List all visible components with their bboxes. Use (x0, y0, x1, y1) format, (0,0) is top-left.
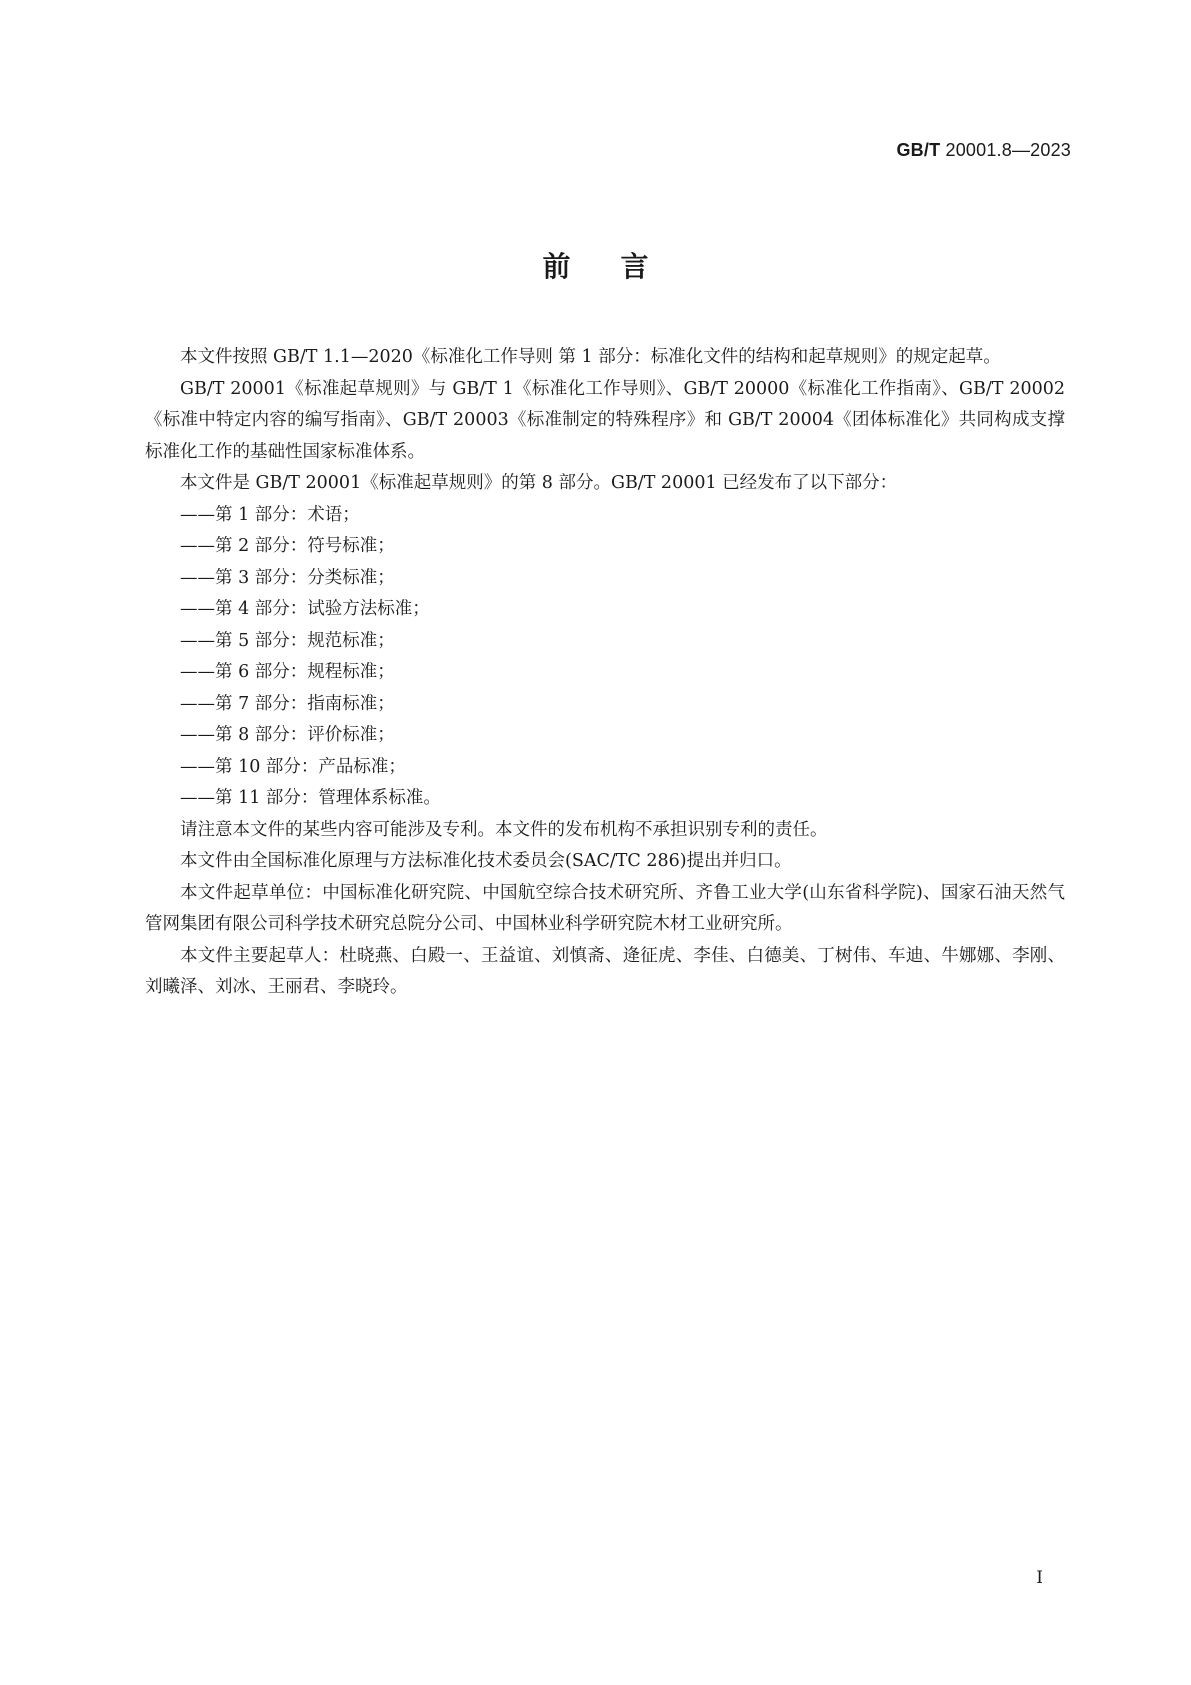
parts-list (145, 500, 1065, 815)
standard-code: GB/T (896, 140, 941, 160)
paragraph-drafters: 本文件主要起草人：杜晓燕、白殿一、王益谊、刘慎斋、逄征虎、李佳、白德美、丁树伟、车迪、牛娜娜、李刚、刘曦泽、刘冰、王丽君、李晓玲。 (145, 945, 1065, 997)
page-title: 前言 (542, 250, 699, 283)
paragraph-drafting-basis: 本文件按照 GB/T 1.1—2020《标准化工作导则 第 1 部分：标准化文件的结构和起草规则》的规定起草。 (180, 347, 1001, 367)
list-item: ——第 7 部分：指南标准； (180, 693, 395, 714)
list-item: ——第 2 部分：符号标准； (180, 536, 395, 556)
standard-number (896, 140, 1071, 161)
paragraph-part-info: 本文件是 GB/T 20001《标准起草规则》的第 8 部分。GB/T 20001 已经发布了以下部分： (180, 473, 898, 493)
paragraph-standard-system: GB/T 20001《标准起草规则》与 GB/T 1《标准化工作导则》、GB/T 20000《标准化工作指南》、GB/T 20002《标准中特定内容的编写指南》、GB/T 20003《标准制定的特殊程序》和 GB/T 20004《团体标准化》共同构成支撑标准化工作的基础性国家标准体系。 (145, 378, 1065, 462)
list-item: ——第 1 部分：术语； (180, 504, 360, 525)
paragraph-patent-notice: 请注意本文件的某些内容可能涉及专利。本文件的发布机构不承担识别专利的责任。 (180, 819, 828, 840)
list-item: ——第 10 部分：产品标准； (180, 756, 406, 777)
list-item: ——第 11 部分：管理体系标准。 (180, 788, 441, 808)
list-item: ——第 8 部分：评价标准； (180, 725, 395, 745)
standard-number-value: 20001.8—2023 (940, 140, 1071, 160)
list-item: ——第 6 部分：规程标准； (180, 662, 395, 682)
list-item: ——第 4 部分：试验方法标准； (180, 599, 430, 619)
page-number: I (1036, 1568, 1043, 1588)
list-item: ——第 3 部分：分类标准； (180, 567, 395, 588)
paragraph-committee: 本文件由全国标准化原理与方法标准化技术委员会(SAC/TC 286)提出并归口。 (180, 851, 792, 871)
foreword-body (145, 342, 1065, 1004)
paragraph-drafting-units: 本文件起草单位：中国标准化研究院、中国航空综合技术研究所、齐鲁工业大学(山东省科学院)、国家石油天然气管网集团有限公司科学技术研究总院分公司、中国林业科学研究院木材工业研究所。 (145, 882, 1065, 934)
list-item: ——第 5 部分：规范标准； (180, 630, 395, 651)
